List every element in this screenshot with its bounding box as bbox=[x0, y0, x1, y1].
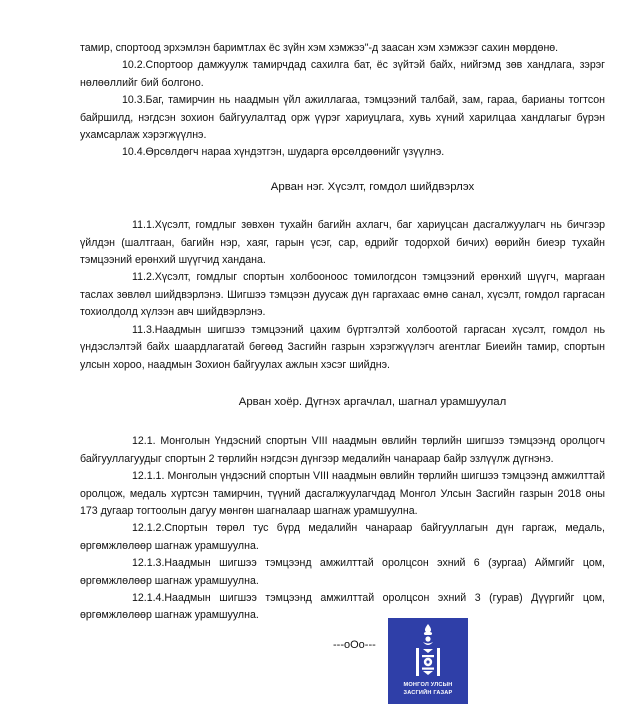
paragraph-11-1: 11.1.Хүсэлт, гомдлыг зөвхөн тухайн багийн ахлагч, баг хариуцсан дасгалжуулагч нь бичгээр үйлдэн (шалтгаан, багийн нэр, хаяг, гарын үсэг, сар, өдрийг тодорхой бичих) өөрийн биеэр тухайн тэмцээний ерөнхий шүүгчид хандана. bbox=[80, 219, 605, 267]
paragraph-10-2: 10.2.Спортоор дамжуулж тамирчдад сахилга бат, ёс зүйтэй байх, нийгэмд зөв хандлага, зэрэг нөлөөллийг бий болгоно. bbox=[80, 59, 605, 89]
paragraph-12-1-3: 12.1.3.Наадмын шигшээ тэмцээнд амжилттай оролцсон эхний 6 (зургаа) Аймгийг цом, өргөмжлөлөөр шагнаж урамшуулна. bbox=[80, 557, 605, 587]
paragraph-10-1-continuation: тамир, спортоод эрхэмлэн баримтлах ёс зүйн хэм хэмжээ"-д заасан хэм хэмжээг сахин мөрдөнө. bbox=[80, 42, 559, 54]
section-11-heading: Арван нэг. Хүсэлт, гомдол шийдвэрлэх bbox=[270, 180, 475, 193]
end-of-document-mark: ---oOo--- bbox=[333, 639, 376, 651]
paragraph-11-2: 11.2.Хүсэлт, гомдлыг спортын холбооноос томилогдсон тэмцээний ерөнхий шүүгч, маргаан таслах зөвлөл шийдвэрлэнэ. Шигшээ тэмцээн дуусаж дүн гаргахаас өмнө санал, хүсэлт, гомдол гаргасан тохиолдолд хүлээн авч шийдвэрлэнэ. bbox=[80, 271, 605, 319]
seal-text-line-2: ЗАСГИЙН ГАЗАР bbox=[403, 690, 453, 696]
seal-text-line-1: МОНГОЛ УЛСЫН bbox=[403, 682, 453, 688]
paragraph-10-3: 10.3.Баг, тамирчин нь наадмын үйл ажиллагаа, тэмцээний талбай, зам, гараа, барианы тогтсон байршилд, нэгдсэн зохион байгуулалтад орж үүрэг хариуцлага, хувь хүний харилцаа хандлагыг бүрэн ухамсарлаж хэрэгжүүлнэ. bbox=[80, 94, 605, 142]
paragraph-10-4: 10.4.Өрсөлдөгч нараа хүндэтгэн, шударга өрсөлдөөнийг үзүүлнэ. bbox=[122, 146, 445, 159]
paragraph-12-1-1: 12.1.1. Монголын үндэсний спортын VIII наадмын өвлийн төрлийн шигшээ тэмцээнд амжилттай оролцож, медаль хүртсэн тамирчин, түүний дасгалжуулагчдад Монгол Улсын Засгийн газрын 2018 оны 173 дугаар тогтоолын дагуу мөнгөн шагналаар шагнаж урамшуулна. bbox=[80, 470, 605, 517]
section-12-heading: Арван хоёр. Дүгнэх аргачлал, шагнал урамшуулал bbox=[238, 395, 507, 408]
paragraph-12-1: 12.1. Монголын Үндэсний спортын VIII наадмын өвлийн төрлийн шигшээ тэмцээнд оролцогч байгууллагуудыг спортын 2 төрлийн нэгдсэн дүнгээр медалийн чанараар байр эзлүүлж дүгнэнэ. bbox=[80, 435, 605, 465]
paragraph-12-1-4: 12.1.4.Наадмын шигшээ тэмцээнд амжилттай оролцсон эхний 3 (гурав) Дүүргийг цом, өргөмжлөлөөр шагнаж урамшуулна. bbox=[80, 591, 605, 622]
paragraph-11-3: 11.3.Наадмын шигшээ тэмцээний цахим бүртгэлтэй холбоотой гаргасан хүсэлт, гомдол нь үндэслэлтэй байх шаардлагатай бөгөөд Засгийн газрын хэрэгжүүлэгч агентлаг Биеийн тамир, спортын улсын хороо, наадмын Зохион байгуулах ажлын хэсэг шийднэ. bbox=[80, 323, 605, 371]
government-seal bbox=[388, 618, 468, 704]
soyombo-emblem-icon bbox=[410, 622, 446, 680]
paragraph-12-1-2: 12.1.2.Спортын төрөл тус бүрд медалийн чанараар байгууллагын дүн гаргаж, медаль, өргөмжлөлөөр шагнаж урамшуулна. bbox=[80, 522, 605, 552]
